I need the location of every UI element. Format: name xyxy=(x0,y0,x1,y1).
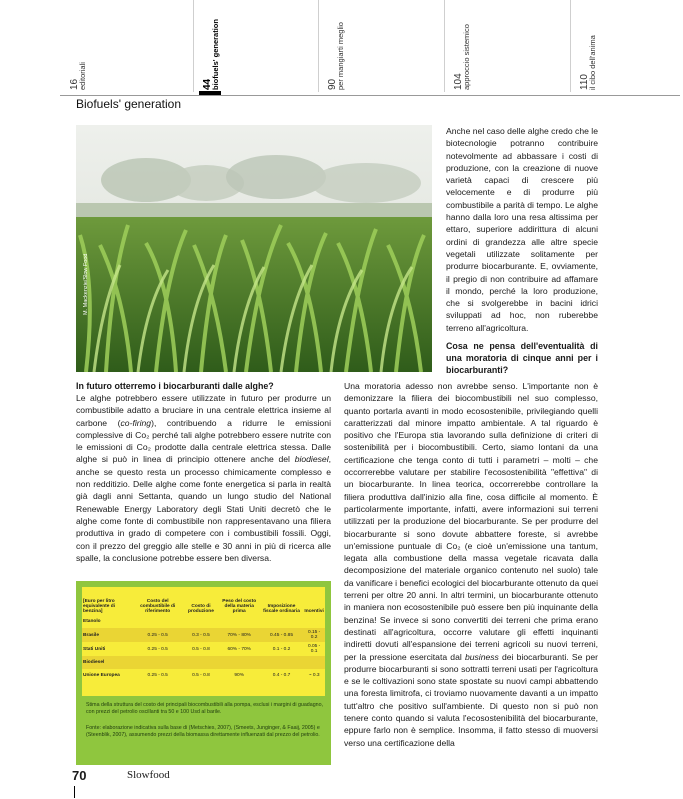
cost-table-panel xyxy=(82,587,325,696)
table-source: Fonte: elaborazione indicativa sulla base di (Metschies, 2007), (Smeets, Junginger, & Faaij, 2005) e (Steenblik, 2007), assumendo prezzi della biomassa direttamente influenzati dal prezzo del petrolio. xyxy=(86,725,320,738)
section-title: Biofuels' generation xyxy=(76,97,182,111)
answer-paragraph xyxy=(76,392,331,564)
divider xyxy=(570,0,571,92)
text-run: Le alghe potrebbero essere utilizzate in futuro per produrre un combustibile adatto a bruciare in una centrale elettrica insieme al carbone ( xyxy=(76,393,331,428)
page-number: 70 xyxy=(72,768,87,783)
nav-item-approccio[interactable] xyxy=(450,0,474,92)
table-header: [Euro per litro equivalente di benzina] xyxy=(83,599,115,614)
italic-term: co-firing xyxy=(120,417,152,428)
table-header: Costo del combustibile di riferimento xyxy=(140,599,176,614)
table-header: Imposizione fiscale ordinaria xyxy=(263,604,300,614)
text-run: dei biocarburanti. Se per produrre biocarburanti si sono sottratti terreni usati per l'agricoltura e se le coltivazioni sono state spostate su nuovi campi abbattendo una foresta limitrofa, ci troviamo nuovamente davanti a un impatto tutt'altro che positivo sull'ambiente. Di questo non si può non tenere conto quando si valuta l'ecosostenibilità del biocarburante, eppure farlo non è semplice. Insomma, il fatto stesso di muoversi verso una certificazione della xyxy=(344,651,598,748)
table-cell: 0.25 - 0.5 xyxy=(147,673,168,678)
table-cell xyxy=(219,615,260,628)
header-rule xyxy=(60,95,680,96)
table-cell: 0.3 - 0.5 xyxy=(192,632,210,638)
table-cell: 0.5 - 0.8 xyxy=(192,646,210,652)
nav-label: il cibo dell'anima xyxy=(588,35,597,90)
left-column xyxy=(76,380,331,564)
nav-label: biofuels' generation xyxy=(211,19,220,90)
table-header: Incentivi xyxy=(304,609,324,614)
table-cell xyxy=(260,615,303,628)
text-run: ), contribuendo a ridurre le emissioni complessive di Co₂ perché tali alghe potrebbero essere nutrite con le emissioni di Co₂ prodotte dalla centrale elettrica stessa. Dalle alghe si può in linea di principio ottenere anche del xyxy=(76,417,332,465)
table-row xyxy=(82,669,325,682)
nav-number: 90 xyxy=(327,78,338,90)
cost-table xyxy=(82,587,325,682)
photo-credit: M. Mackenzie/Slow Food xyxy=(83,253,89,315)
nav-label: editoriali xyxy=(78,62,87,90)
nav-label: per mangiarti meglio xyxy=(336,22,345,90)
table-cell: Stati Uniti xyxy=(83,646,106,652)
table-cell xyxy=(260,656,303,669)
nav-item-editoriali[interactable] xyxy=(66,0,90,92)
divider xyxy=(318,0,319,92)
table-cell xyxy=(183,615,218,628)
table-cell: 0.05 - 0.1 xyxy=(307,644,321,654)
interview-question: In futuro otterremo i biocarburanti dalle alghe? xyxy=(76,381,274,391)
nav-item-biofuels[interactable] xyxy=(199,0,223,92)
table-cell xyxy=(303,656,325,669)
italic-term: biodiesel xyxy=(294,454,329,465)
divider xyxy=(444,0,445,92)
italic-term: business xyxy=(464,651,499,662)
table-cell: 0.25 - 0.5 xyxy=(147,646,168,652)
table-cell: 90% xyxy=(234,673,244,678)
table-cell: Unione Europea xyxy=(83,673,120,678)
nav-label: approccio sistemico xyxy=(462,24,471,90)
table-row xyxy=(82,656,325,669)
footer-rule xyxy=(74,786,75,798)
divider xyxy=(193,0,194,92)
table-cell xyxy=(183,656,218,669)
magazine-brand: Slowfood xyxy=(127,769,170,781)
corn-field-illustration xyxy=(76,125,432,372)
table-cell: 0.45 - 0.85 xyxy=(270,632,293,638)
table-header: Costo di produzione xyxy=(188,604,214,614)
table-row xyxy=(82,642,325,656)
nav-number: 110 xyxy=(579,74,590,90)
table-caption: Stima della struttura del costo dei principali biocombustibili alla pompa, esclusi i margini di guadagno, con prezzi del petrolio oscillanti tra 50 e 100 Usd al barile. xyxy=(86,702,324,715)
text-run: , anche se questo resta un processo chimicamente complesso e non redditizio. Delle alghe come fonte energetica si parla in realtà già dagli anni Settanta, quando un lungo studio del National Renewable Energy Laboratory degli Stati Uniti decretò che le alghe come fonte di combustibile non rappresentavano una filiera produttiva in grado di competere con i combustibili fossili. Oggi, con il prezzo del greggio alle stelle e 30 anni in più di ricerca alle spalle, la conclusione potrebbe essere ben diversa. xyxy=(76,454,331,563)
interview-question: Cosa ne pensa dell'eventualità di una moratoria di cinque anni per i biocarburanti? xyxy=(446,341,598,376)
table-cell xyxy=(132,656,183,669)
right-column-top xyxy=(446,125,598,376)
table-cell xyxy=(219,656,260,669)
table-header: Peso del costo della materia prima xyxy=(222,599,257,614)
cost-table-box xyxy=(76,581,331,765)
table-cell: 0.5 - 0.8 xyxy=(192,673,210,678)
corn-field-photo xyxy=(76,125,432,372)
table-cell xyxy=(132,615,183,628)
table-cell: 0.15 - 0.2 xyxy=(307,630,321,640)
text-run: Una moratoria adesso non avrebbe senso. L'importante non è demonizzare la filiera dei biocombustibili nel suo complesso, quanto portarla avanti in modo ecosostenibile, privilegiando quelli caratterizzati dal minore impatto ambientale. A tal riguardo è positivo che l'Europa stia lavorando sulla definizione di criteri di sostenibilità per i biocombustibili. Certo, siamo lontani da una certificazione che tenga conto di tutti i parametri – molti – che occorrerebbe valutare per stabilire l'ecosostenibilità "effettiva" di un biocarburante. In linea teorica, occorrerebbe controllare la filiera produttiva dall'inizio alla fine, cosa difficile al momento. È particolarmente importante, infatti, avere informazioni sui terreni utilizzati per la produzione del biocarburante. Se per produrre del biocarburante si sono dovute abbattere foreste, si avrebbe un'emissione puntuale di Co₂ (e cioè un'emissione una tantum, legata alla combustione della massa vegetale ricavata dalla decomposizione del materiale organico contenuto nel suolo) tale da vanificare i benefici ecologici del biocarburante ottenuto da quei terreni per oltre 20 anni. In altri termini, un biocarburante ottenuto in maniera non ecosostenibile può essere ben più inquinante della benzina! Se invece si sono convertiti dei terreni che prima erano destinati all'agricoltura, occorre valutare gli effetti inquinanti indiretti dovuti all'espansione dei terreni agricoli su nuovi terreni, per la pressione esercitata dal xyxy=(344,381,598,662)
nav-number: 16 xyxy=(69,78,80,90)
answer-paragraph xyxy=(344,380,598,749)
table-cell: Brasile xyxy=(83,632,99,638)
nav-number: 104 xyxy=(453,73,464,90)
table-cell: ~ 0.3 xyxy=(308,673,320,678)
table-cell: 0.1 - 0.2 xyxy=(272,646,291,652)
nav-item-cibo-anima[interactable] xyxy=(576,0,600,92)
right-column-bottom xyxy=(344,380,598,749)
table-cell: 0.25 - 0.5 xyxy=(147,632,168,638)
table-header-row xyxy=(82,587,325,615)
table-cell: 0.4 - 0.7 xyxy=(272,673,291,678)
table-row xyxy=(82,615,325,628)
table-row xyxy=(82,628,325,642)
nav-number: 44 xyxy=(202,78,213,90)
nav-item-mangiarti[interactable] xyxy=(324,0,348,92)
answer-paragraph: Anche nel caso delle alghe credo che le biotecnologie potranno contribuire notevolmente ad abbassare i costi di produzione, con la creazione di nuove varietà capaci di crescere più velocemente e di produrre più combustibile a parità di tempo. Le alghe hanno dalla loro una resa altissima per ettaro, superiore addirittura di alcuni ordini di grandezza alle altre specie vegetali utilizzate solitamente per produrre biocarburante. E, ovviamente, il pregio di non contribuire ad affamare il mondo, perché la loro produzione, che si svolgerebbe in bacini idrici sviluppati ad hoc, non ruberebbe terreno all'agricoltura. xyxy=(446,126,598,333)
table-cell: 60% - 70% xyxy=(227,646,251,652)
table-cell: Biodiesel xyxy=(83,660,105,665)
table-cell xyxy=(303,615,325,628)
table-cell: 70% - 80% xyxy=(227,632,251,638)
table-cell: Etanolo xyxy=(83,619,101,624)
